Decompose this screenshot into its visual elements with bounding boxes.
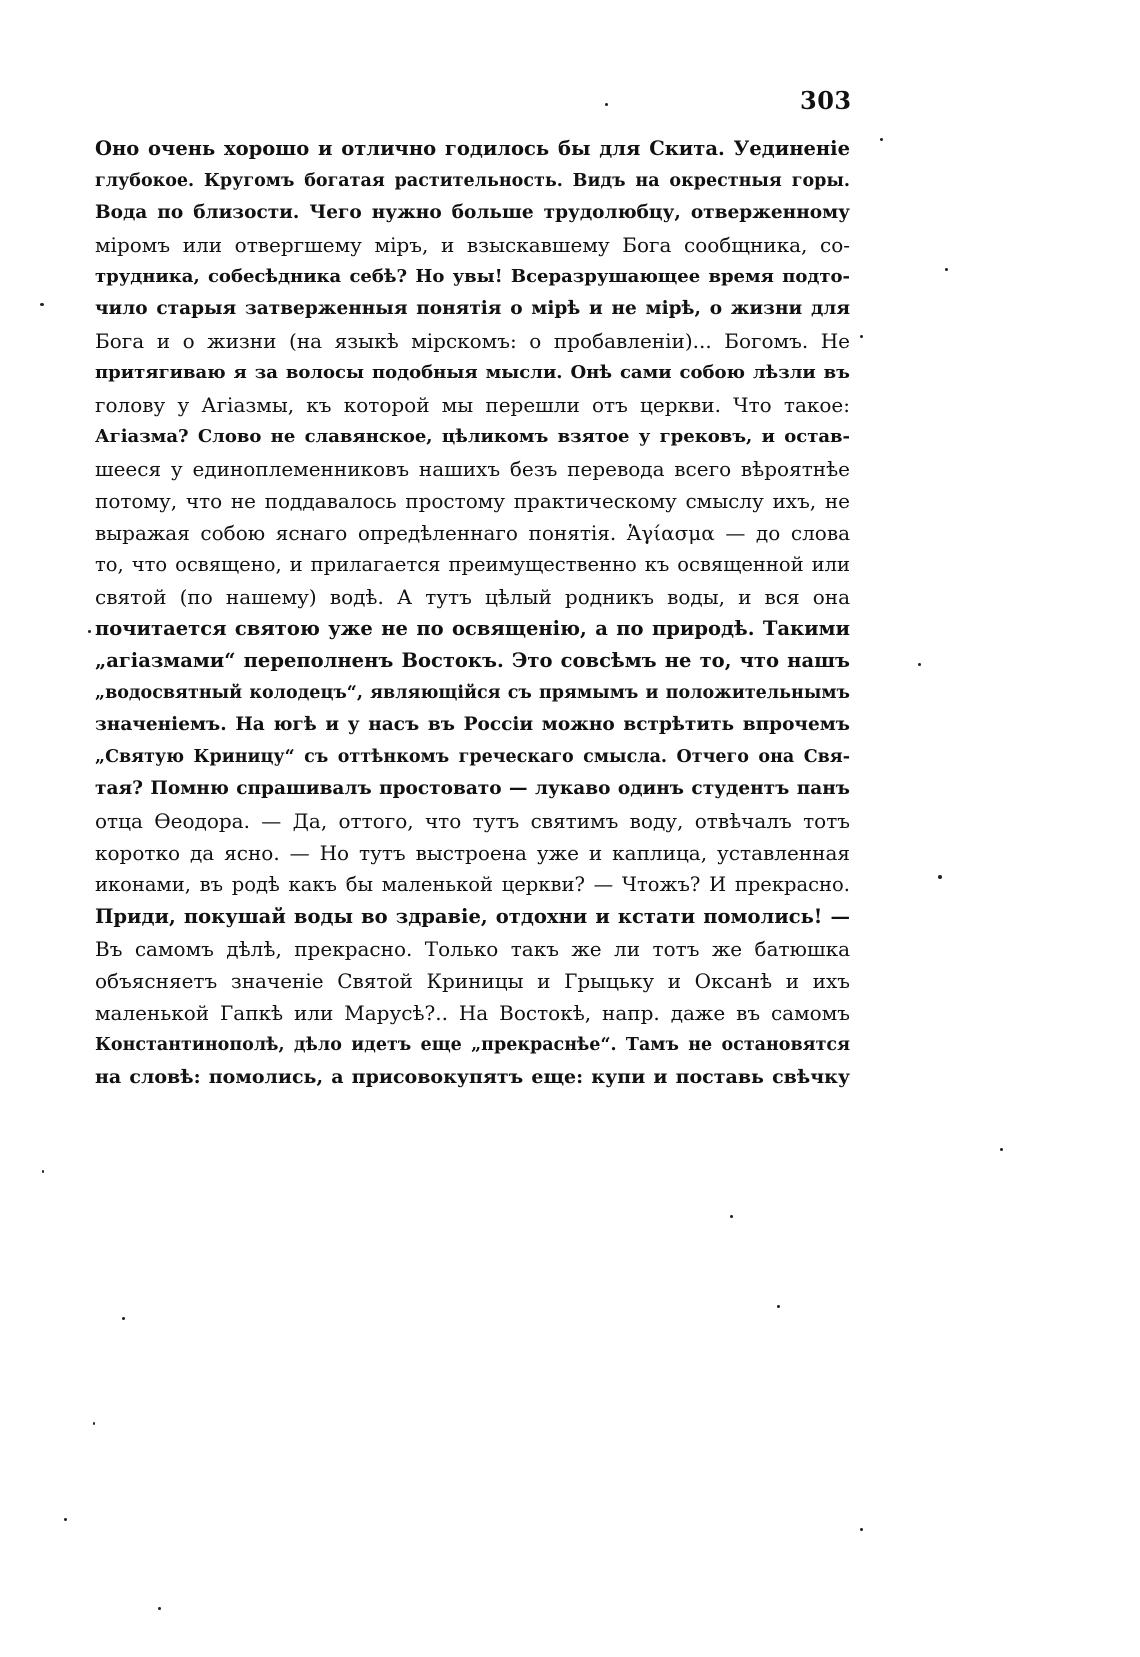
text-line: значеніемъ. На югѣ и у насъ въ Россіи можно встрѣтить впрочемъ bbox=[95, 714, 850, 735]
text-line: святой (по нашему) водѣ. А тутъ цѣлый родникъ воды, и вся она bbox=[95, 585, 850, 609]
scan-speck bbox=[605, 103, 608, 106]
text-line: Приди, покушай воды во здравіе, отдохни и кстати помолись! — bbox=[95, 905, 850, 928]
text-line: отца Ѳеодора. — Да, оттого, что тутъ святимъ воду, отвѣчалъ тотъ bbox=[95, 809, 850, 833]
scan-speck bbox=[1000, 1148, 1003, 1151]
scan-speck bbox=[880, 138, 883, 141]
scan-speck bbox=[860, 1528, 863, 1531]
scan-speck bbox=[918, 663, 921, 666]
text-line: Вода по близости. Чего нужно больше трудолюбцу, отверженному bbox=[95, 202, 850, 223]
scan-speck bbox=[945, 268, 948, 271]
text-line: тая? Помню спрашивалъ простовато — лукаво одинъ студентъ панъ bbox=[95, 778, 850, 799]
text-line: голову у Агіазмы, къ которой мы перешли отъ церкви. Что такое: bbox=[95, 393, 850, 417]
scan-speck bbox=[40, 303, 44, 306]
scan-speck bbox=[860, 335, 863, 338]
text-line: „Святую Криницу“ съ оттѣнкомъ греческаго смысла. Отчего она Свя- bbox=[95, 747, 850, 767]
text-line: на словѣ: помолись, а присовокупятъ еще: купи и поставь свѣчку bbox=[95, 1066, 850, 1088]
text-line: коротко да ясно. — Но тутъ выстроена уже и каплица, уставленная bbox=[95, 841, 850, 865]
text-line: объясняетъ значеніе Святой Криницы и Грыцьку и Оксанѣ и ихъ bbox=[95, 969, 850, 993]
text-line: глубокое. Кругомъ богатая растительность. Видъ на окрестныя горы. bbox=[95, 171, 850, 191]
text-line: почитается святою уже не по освященію, а по природѣ. Такими bbox=[95, 617, 850, 640]
text-line: „водосвятный колодецъ“, являющійся съ прямымъ и положительнымъ bbox=[95, 683, 850, 703]
scan-speck bbox=[730, 1215, 733, 1218]
text-line: шееся у единоплеменниковъ нашихъ безъ перевода всего вѣроятнѣе bbox=[95, 457, 850, 481]
text-line: міромъ или отвергшему міръ, и взыскавшему Бога сообщника, со- bbox=[95, 233, 850, 257]
scan-speck bbox=[122, 1317, 125, 1320]
text-line: Оно очень хорошо и отлично годилось бы для Скита. Уединеніе bbox=[95, 137, 850, 160]
text-line: притягиваю я за волосы подобныя мысли. Онѣ сами собою лѣзли въ bbox=[95, 362, 850, 383]
page-number: 303 bbox=[800, 86, 852, 115]
scan-speck bbox=[777, 1305, 780, 1308]
scan-speck bbox=[42, 1170, 44, 1173]
text-line: Бога и о жизни (на языкѣ мірскомъ: о пробавленіи)... Богомъ. Не bbox=[95, 329, 850, 353]
text-line: то, что освящено, и прилагается преимущественно къ освященной или bbox=[95, 553, 850, 576]
text-line: Въ самомъ дѣлѣ, прекрасно. Только такъ же ли тотъ же батюшка bbox=[95, 937, 850, 961]
scan-speck bbox=[88, 630, 91, 633]
text-line: Агіазма? Слово не славянское, цѣликомъ взятое у грековъ, и остав- bbox=[95, 426, 850, 447]
text-line: чило старыя затверженныя понятія о мірѣ и не мірѣ, о жизни для bbox=[95, 298, 850, 319]
text-line: иконами, въ родѣ какъ бы маленькой церкви? — Чтожъ? И прекрасно. bbox=[95, 873, 850, 896]
scan-speck bbox=[93, 1422, 95, 1425]
text-line: маленькой Гапкѣ или Марусѣ?.. На Востокѣ, напр. даже въ самомъ bbox=[95, 1001, 850, 1025]
scan-speck bbox=[158, 1607, 161, 1610]
text-line: выражая собою яснаго опредѣленнаго понятія. Ἁγίασμα — до слова bbox=[95, 521, 850, 545]
scan-speck bbox=[938, 875, 942, 879]
scan-speck bbox=[64, 1518, 67, 1521]
text-line: „агіазмами“ переполненъ Востокъ. Это совсѣмъ не то, что нашъ bbox=[95, 649, 850, 672]
text-line: трудника, собесѣдника себѣ? Но увы! Всеразрушающее время подто- bbox=[95, 266, 850, 287]
text-line: потому, что не поддавалось простому практическому смыслу ихъ, не bbox=[95, 489, 850, 513]
text-line: Константинополѣ, дѣло идетъ еще „прекраснѣе“. Тамъ не остановятся bbox=[95, 1035, 850, 1055]
body-text bbox=[95, 133, 850, 1093]
